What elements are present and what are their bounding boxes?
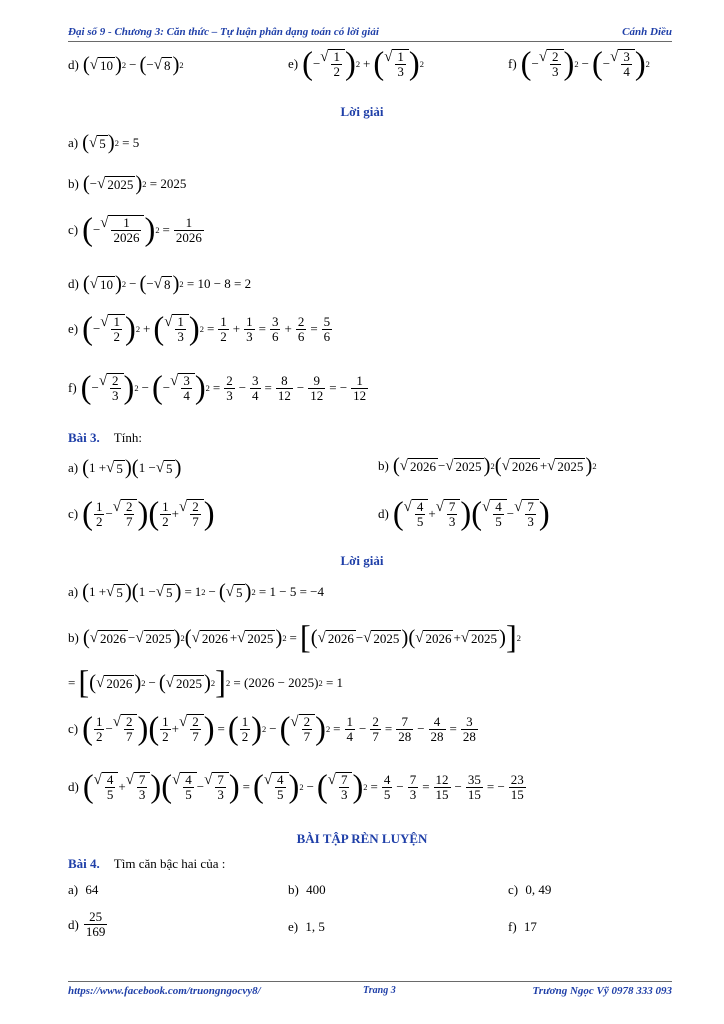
- exercise-4-heading: Bài 4. Tìm căn bậc hai của :: [68, 856, 226, 871]
- exercise-4d: d) $\frac{25}{169}$: [68, 909, 106, 939]
- exercise-4a: a) 64: [68, 882, 99, 897]
- solution-c: c) ( − √ $\frac{1}{2026}$ ) 2 = $\frac{1}{2026}$: [68, 212, 202, 248]
- solution-title-1: Lời giải: [340, 104, 384, 119]
- header-divider: [68, 41, 672, 42]
- solution-a: a) ( √ 5 ) 2 = 5: [68, 131, 140, 154]
- footer-link[interactable]: https://www.facebook.com/truongngocvy8/: [68, 985, 261, 997]
- exercise-f: f) ( − √ $\frac{2}{3}$ ) 2 − ( − √ $\frac{3}{4}$ ) 2: [508, 46, 650, 82]
- exercise-3a: a) ( 1 + √ 5 ) ( 1 − √ 5 ): [68, 456, 182, 479]
- page-number: Trang 3: [363, 985, 396, 996]
- solution-d: d) ( √ 10 ) 2 − ( − √ 8 ) 2 = 10 − 8 = 2: [68, 272, 252, 295]
- exercise-4c: c) 0, 49: [508, 882, 552, 897]
- header-right: Cánh Diều: [622, 26, 672, 38]
- solution-3c: c) ( $\frac{1}{2}$ − √ $\frac{2}{7}$ ) ( $\frac{1}{2}$ + √ $\frac{2}{7}$ ) = ( $\frac{1}{2}$ ) 2 − ( √ $\frac{2}{7}$ ) 2 = $\frac{1}{4}$ − $\frac{2}{7}$ = $\frac{7}{28}$ − $\frac{4}{28}$ = $\frac{3}{28}$: [68, 711, 476, 747]
- solution-3b-line1: b) ( √ 2026 − √ 2025 ) 2 ( √ 2026 + √ 2025 ) 2 = [ ( √ 2026 − √ 2025 ) ( √ 2026 + √ 2025 ) ] 2: [68, 620, 521, 656]
- exercise-4e: e) 1, 5: [288, 919, 325, 934]
- solution-3a: a) ( 1 + √ 5 ) ( 1 − √ 5 ) = 1 2 − ( √ 5 ) 2 = 1 − 5 = −4: [68, 580, 324, 603]
- exercise-3b: b) ( √ 2026 − √ 2025 ) 2 ( √ 2026 + √ 2025 ) 2: [378, 454, 597, 477]
- exercise-3-heading: Bài 3. Tính:: [68, 430, 142, 445]
- exercise-3d: d) ( √ $\frac{4}{5}$ + √ $\frac{7}{3}$ ) ( √ $\frac{4}{5}$ − √ $\frac{7}{3}$ ): [378, 496, 550, 532]
- exercise-d: d) ( √ 10 ) 2 − ( − √ 8 ) 2: [68, 53, 184, 76]
- exercise-e: e) ( − √ $\frac{1}{2}$ ) 2 + ( √ $\frac{1}{3}$ ) 2: [288, 46, 424, 82]
- exercise-3c: c) ( $\frac{1}{2}$ − √ $\frac{2}{7}$ ) ( $\frac{1}{2}$ + √ $\frac{2}{7}$ ): [68, 496, 215, 532]
- solution-3d: d) ( √ $\frac{4}{5}$ + √ $\frac{7}{3}$ ) ( √ $\frac{4}{5}$ − √ $\frac{7}{3}$ ) = ( √ $\frac{4}{5}$ ) 2 − ( √ $\frac{7}{3}$ ) 2 = $\frac{4}{5}$ − $\frac{7}{3}$ = $\frac{12}{15}$ − $\frac{35}{15}$ = − $\frac{23}{15}$: [68, 769, 524, 805]
- solution-3b-line2: = [ ( √ 2026 ) 2 − ( √ 2025 ) 2 ] 2 = (2026 − 2025) 2 = 1: [68, 665, 344, 701]
- exercise-4b: b) 400: [288, 882, 326, 897]
- solution-f: f) ( − √ $\frac{2}{3}$ ) 2 − ( − √ $\frac{3}{4}$ ) 2 = $\frac{2}{3}$ − $\frac{3}{4}$ = $\frac{8}{12}$ − $\frac{9}{12}$ = − $\frac{1}{12}$: [68, 370, 367, 406]
- page-header: [68, 26, 672, 38]
- footer-divider: [68, 981, 672, 982]
- solution-e: e) ( − √ $\frac{1}{2}$ ) 2 + ( √ $\frac{1}{3}$ ) 2 = $\frac{1}{2}$ + $\frac{1}{3}$ = $\frac{3}{6}$ + $\frac{2}{6}$ = $\frac{5}{6}$: [68, 311, 331, 347]
- practice-title: BÀI TẬP RÈN LUYỆN: [296, 831, 428, 846]
- solution-b: b) ( − √ 2025 ) 2 = 2025: [68, 172, 187, 195]
- header-left: Đại số 9 - Chương 3: Căn thức – Tự luận phân dạng toán có lời giải: [68, 26, 379, 38]
- footer-author: Trương Ngọc Vỹ 0978 333 093: [532, 985, 672, 997]
- exercise-4f: f) 17: [508, 919, 537, 934]
- solution-title-2: Lời giải: [340, 553, 384, 568]
